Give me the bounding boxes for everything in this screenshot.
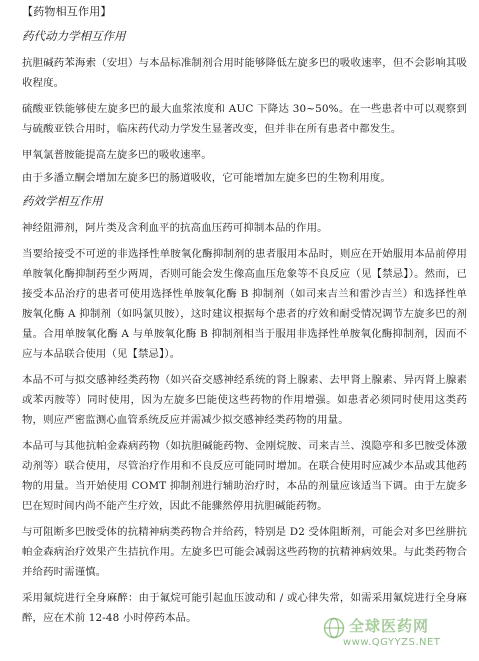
paragraph-pk-4: 由于多潘立酮会增加左旋多巴的肠道吸收，它可能增加左旋多巴的生物利用度。: [22, 172, 391, 184]
paragraph-pd-4: 本品可与其他抗帕金森病药物（如抗胆碱能药物、金刚烷胺、司来吉兰、溴隐亭和多巴胺受体激动剂等）联合使用，尽管治疗作用和不良反应可能同时增加。在联合使用时应减少本品或其他药物的用量。当开始使用 COMT 抑制剂进行辅助治疗时，本品的剂量应该适当下调。由于左旋多巴在短时间内尚不能产生疗效，因此不能骤然停用抗胆碱能药物。: [22, 440, 467, 512]
paragraph-pk-2: 硫酸亚铁能够使左旋多巴的最大血浆浓度和 AUC 下降达 30~50%。在一些患者中可以观察到与硫酸亚铁合用时，临床药代动力学发生显著改变，但并非在所有患者中都发生。: [22, 103, 467, 135]
paragraph-pd-5: 与可阻断多巴胺受体的抗精神病类药物合并给药，特别是 D2 受体阻断剂，可能会对多巴丝肼抗帕金森病治疗效果产生拮抗作用。左旋多巴可能会减弱这些药物的抗精神病效果。与此类药物合并给药时需谨慎。: [22, 526, 467, 578]
paragraph-pk-3: 甲氧氯普胺能提高左旋多巴的吸收速率。: [22, 149, 212, 161]
globe-logo-icon: [323, 617, 345, 639]
section-title: 【药物相互作用】: [22, 5, 112, 18]
subheading-pharmacokinetic: 药代动力学相互作用: [22, 29, 126, 43]
watermark: [323, 615, 473, 655]
paragraph-pk-1: 抗胆碱药苯海索（安坦）与本品标准制剂合用时能够降低左旋多巴的吸收速率，但不会影响其吸收程度。: [22, 57, 467, 89]
paragraph-pd-1: 神经阻滞剂，阿片类及含利血平的抗高血压药可抑制本品的作用。: [22, 222, 328, 234]
paragraph-pd-6: 采用氟烷进行全身麻醉：由于氟烷可能引起血压波动和 / 或心律失常，如需采用氟烷进行全身麻醉，应在术前 12-48 小时停药本品。: [22, 592, 467, 624]
subheading-pharmacodynamic: 药效学相互作用: [22, 194, 103, 208]
watermark-name: 全球医药网: [349, 617, 430, 635]
paragraph-pd-3: 本品不可与拟交感神经类药物（如兴奋交感神经系统的肾上腺素、去甲肾上腺素、异丙肾上腺素或苯丙胺等）同时使用，因为左旋多巴能使这些药物的作用增强。如患者必须同时使用这类药物，则应严密监测心血管系统反应并需减少拟交感神经类药物的用量。: [22, 374, 467, 426]
watermark-url: www.QGYYZS.NET: [343, 637, 441, 648]
paragraph-pd-2: 当要给接受不可逆的非选择性单胺氧化酶抑制剂的患者服用本品时，则应在开始服用本品前停用单胺氧化酶抑制药至少两周，否则可能会发生像高血压危象等不良反应（见【禁忌】）。然而，已接受本品治疗的患者可使用选择性单胺氧化酶 B 抑制剂（如司来吉兰和雷沙吉兰）和选择性单胺氧化酶 A 抑制剂（如吗氯贝胺），这时建议根据每个患者的疗效和耐受情况调节左旋多巴的剂量。合用单胺氧化酶 A 与单胺氧化酶 B 抑制剂相当于服用非选择性单胺氧化酶抑制剂，因而不应与本品联合使用（见【禁忌】）。: [22, 248, 467, 360]
